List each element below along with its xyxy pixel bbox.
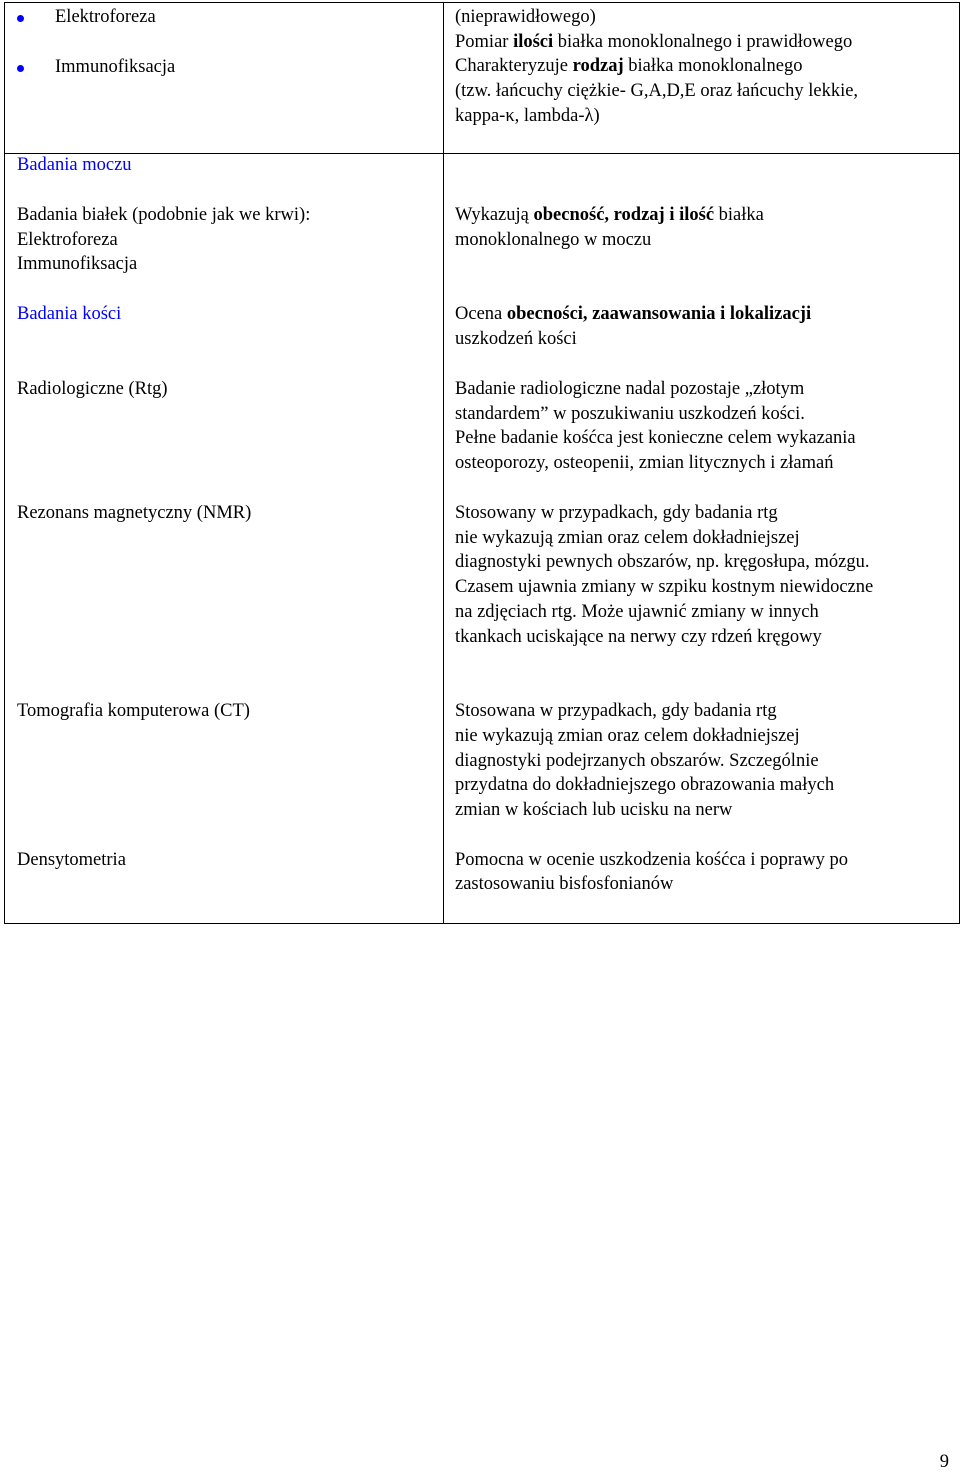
text-line: Stosowana w przypadkach, gdy badania rtg [455, 701, 777, 721]
text-line: Badania białek (podobnie jak we krwi): [17, 205, 311, 225]
column-divider-2 [443, 153, 444, 924]
bone-tests-heading: Badania kości [17, 304, 122, 324]
text-line: nie wykazują zmian oraz celem dokładniejszej [455, 726, 800, 746]
text-line: Ocena obecności, zaawansowania i lokalizacji [455, 304, 812, 324]
text-line: Czasem ujawnia zmiany w szpiku kostnym niewidoczne [455, 577, 874, 597]
text-line: na zdjęciach rtg. Może ujawnić zmiany w innych [455, 602, 819, 622]
text-line: (nieprawidłowego) [455, 7, 596, 27]
text-line: nie wykazują zmian oraz celem dokładniejszej [455, 528, 800, 548]
text-line: (tzw. łańcuchy ciężkie- G,A,D,E oraz łańcuchy lekkie, [455, 81, 859, 101]
text-line: standardem” w poszukiwaniu uszkodzeń kości. [455, 404, 805, 424]
text-line: Pomocna w ocenie uszkodzenia kośćca i poprawy po [455, 850, 848, 870]
page-number: 9 [939, 1452, 949, 1472]
text-line: diagnostyki podejrzanych obszarów. Szczególnie [455, 751, 819, 771]
text-line: zastosowaniu bisfosfonianów [455, 874, 674, 894]
nmr-label: Rezonans magnetyczny (NMR) [17, 503, 252, 523]
text-line: Pomiar ilości białka monoklonalnego i prawidłowego [455, 32, 853, 52]
text-line: Charakteryzuje rodzaj białka monoklonalnego [455, 56, 803, 76]
bullet-icon [17, 65, 24, 72]
list-item: Immunofiksacja [55, 57, 176, 77]
ct-label: Tomografia komputerowa (CT) [17, 701, 250, 721]
text-line: Stosowany w przypadkach, gdy badania rtg [455, 503, 778, 523]
list-item: Elektroforeza [55, 7, 156, 27]
text-line: Elektroforeza [17, 230, 118, 250]
text-line: tkankach uciskające na nerwy czy rdzeń kręgowy [455, 627, 822, 647]
text-line: kappa-κ, lambda-λ) [455, 106, 600, 126]
text-line: monoklonalnego w moczu [455, 230, 652, 250]
column-divider-1 [443, 2, 444, 154]
text-line: Badanie radiologiczne nadal pozostaje „złotym [455, 379, 805, 399]
text-line: uszkodzeń kości [455, 329, 577, 349]
urine-tests-heading: Badania moczu [17, 155, 132, 175]
text-line: zmian w kościach lub ucisku na nerw [455, 800, 733, 820]
text-line: diagnostyki pewnych obszarów, np. kręgosłupa, mózgu. [455, 552, 870, 572]
bullet-icon [17, 15, 24, 22]
text-line: Wykazują obecność, rodzaj i ilość białka [455, 205, 764, 225]
text-line: Pełne badanie kośćca jest konieczne celem wykazania [455, 428, 856, 448]
text-line: osteoporozy, osteopenii, zmian litycznych i złamań [455, 453, 834, 473]
densitometry-label: Densytometria [17, 850, 126, 870]
text-line: Immunofiksacja [17, 254, 138, 274]
rtg-label: Radiologiczne (Rtg) [17, 379, 168, 399]
text-line: przydatna do dokładniejszego obrazowania małych [455, 775, 835, 795]
